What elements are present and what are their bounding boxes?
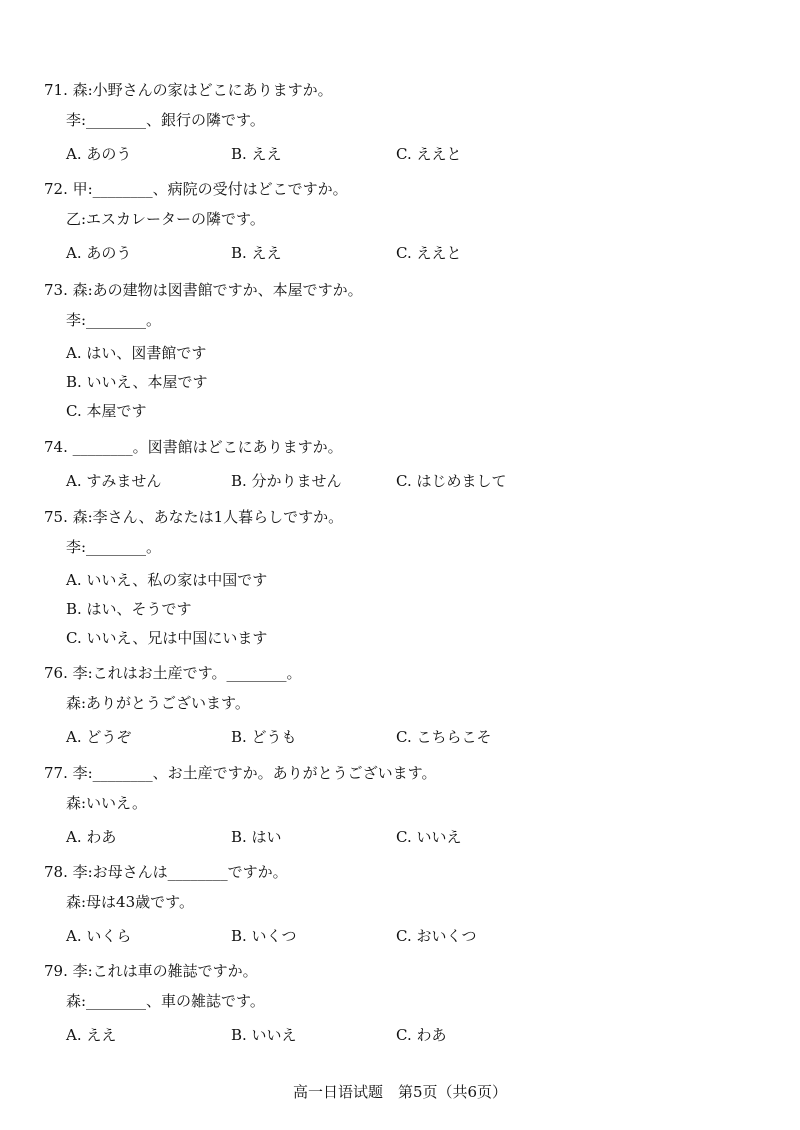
- question-71: [44, 80, 764, 164]
- options-list: [44, 570, 764, 648]
- option-c: C. ええと: [396, 244, 462, 262]
- question-reply: 森:ありがとうございます。: [66, 694, 250, 712]
- question-stem: 79. 李:これは車の雑誌ですか。: [44, 962, 258, 980]
- option-c: C. おいくつ: [396, 927, 477, 945]
- question-77: [44, 763, 764, 847]
- question-stem: 74. ________。図書館はどこにありますか。: [44, 438, 343, 456]
- option-a: A. すみません: [66, 472, 162, 490]
- question-79: [44, 961, 764, 1045]
- option-a: A. あのう: [66, 244, 132, 262]
- option-b: B. いくつ: [231, 927, 297, 945]
- option-a: A. いいえ、私の家は中国です: [66, 571, 268, 589]
- options-list: [44, 343, 764, 421]
- question-reply: 李:________。: [66, 538, 162, 556]
- option-c: C. いいえ、兄は中国にいます: [66, 629, 268, 647]
- option-a: A. あのう: [66, 145, 132, 163]
- option-c: C. 本屋です: [66, 402, 147, 420]
- question-75: [44, 507, 764, 657]
- question-reply: 森:いいえ。: [66, 794, 147, 812]
- question-stem: 71. 森:小野さんの家はどこにありますか。: [44, 81, 333, 99]
- question-72: [44, 179, 764, 263]
- option-a: A. わあ: [66, 828, 117, 846]
- option-b: B. いいえ: [231, 1026, 297, 1044]
- option-c: C. こちらこそ: [396, 728, 492, 746]
- question-stem: 72. 甲:________、病院の受付はどこですか。: [44, 180, 348, 198]
- option-c: C. いいえ: [396, 828, 462, 846]
- options-row: [44, 1024, 764, 1045]
- option-b: B. ええ: [231, 244, 282, 262]
- options-row: [44, 242, 764, 263]
- question-reply: 李:________、銀行の隣です。: [66, 111, 265, 129]
- option-b: B. いいえ、本屋です: [66, 373, 208, 391]
- option-b: B. 分かりません: [231, 472, 342, 490]
- options-row: [44, 726, 764, 747]
- question-stem: 75. 森:李さん、あなたは1人暮らしですか。: [44, 508, 344, 526]
- option-b: B. どうも: [231, 728, 297, 746]
- options-row: [44, 143, 764, 164]
- option-a: A. どうぞ: [66, 728, 132, 746]
- option-b: B. はい: [231, 828, 282, 846]
- option-c: C. はじめまして: [396, 472, 507, 490]
- question-stem: 73. 森:あの建物は図書館ですか、本屋ですか。: [44, 281, 363, 299]
- question-reply: 李:________。: [66, 311, 162, 329]
- option-c: C. わあ: [396, 1026, 447, 1044]
- options-row: [44, 470, 764, 491]
- question-stem: 78. 李:お母さんは________ですか。: [44, 863, 288, 881]
- option-c: C. ええと: [396, 145, 462, 163]
- question-73: [44, 280, 764, 430]
- option-a: A. いくら: [66, 927, 132, 945]
- option-b: B. ええ: [231, 145, 282, 163]
- options-row: [44, 925, 764, 946]
- question-stem: 76. 李:これはお土産です。________。: [44, 664, 302, 682]
- options-row: [44, 826, 764, 847]
- question-reply: 森:________、車の雑誌です。: [66, 992, 265, 1010]
- question-74: [44, 437, 764, 491]
- question-stem: 77. 李:________、お土産ですか。ありがとうございます。: [44, 764, 437, 782]
- question-76: [44, 663, 764, 747]
- option-b: B. はい、そうです: [66, 600, 192, 618]
- question-reply: 乙:エスカレーターの隣です。: [66, 210, 265, 228]
- question-78: [44, 862, 764, 946]
- page-footer: 高一日语试题 第5页（共6页）: [292, 1083, 508, 1101]
- option-a: A. はい、図書館です: [66, 344, 207, 362]
- option-a: A. ええ: [66, 1026, 117, 1044]
- question-reply: 森:母は43歳です。: [66, 893, 194, 911]
